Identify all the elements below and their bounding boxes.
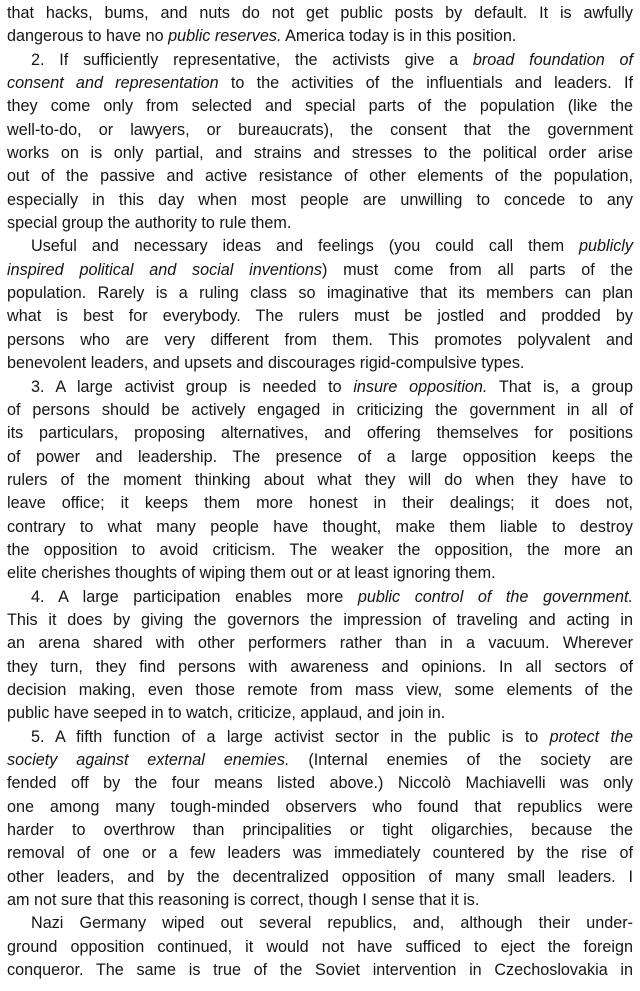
text-line bbox=[7, 936, 633, 959]
text-line bbox=[7, 562, 633, 585]
text-line bbox=[7, 282, 633, 305]
text-segment: an arena shared with other performers rather than in a vacuum. Wherever bbox=[7, 634, 633, 653]
text-segment: America today is in this position. bbox=[281, 27, 517, 46]
text-segment: to the activities of the influentials and leaders. If bbox=[218, 74, 634, 93]
text-segment: ground opposition continued, it would not have sufficed to eject the foreign bbox=[7, 937, 633, 956]
text-line bbox=[7, 959, 633, 982]
text-line bbox=[7, 235, 633, 258]
text-segment: fended off by the four means listed above.) Niccolò Machiavelli was only bbox=[7, 774, 633, 793]
text-segment: the opposition to avoid criticism. The weaker the opposition, the more an bbox=[7, 540, 633, 559]
text-line bbox=[7, 492, 633, 515]
text-segment: they come only from selected and special parts of the population (like the bbox=[7, 97, 633, 116]
text-segment: 3. A large activist group is needed to bbox=[31, 377, 354, 396]
text-line bbox=[7, 632, 633, 655]
text-line bbox=[7, 329, 633, 352]
text-line bbox=[7, 165, 633, 188]
text-line bbox=[7, 352, 633, 375]
text-line bbox=[7, 586, 633, 609]
text-line bbox=[7, 796, 633, 819]
text-segment: benevolent leaders, and upsets and discourages rigid-compulsive types. bbox=[7, 354, 525, 373]
text-segment: persons who are very different from them. This promotes polyvalent and bbox=[7, 330, 633, 349]
italic-text: broad foundation of bbox=[472, 50, 633, 69]
text-line bbox=[7, 889, 633, 912]
text-line bbox=[7, 422, 633, 445]
italic-text: consent and representation bbox=[7, 74, 219, 93]
text-segment: especially in this day when most people are unwilling to concede to any bbox=[7, 190, 633, 209]
text-line bbox=[7, 539, 633, 562]
text-segment: public have seeped in to watch, criticize, applaud, and join in. bbox=[7, 704, 446, 723]
text-segment: leave office; it keeps them more honest in their dealings; it does not, bbox=[7, 494, 633, 513]
text-line bbox=[7, 656, 633, 679]
text-segment: harder to overthrow than principalities or tight oligarchies, because the bbox=[7, 821, 633, 840]
text-line bbox=[7, 819, 633, 842]
text-segment: rulers of the moment thinking about what they will do when they have to bbox=[7, 470, 633, 489]
text-line bbox=[7, 866, 633, 889]
text-segment: other leaders, and by the decentralized opposition of many small leaders. I bbox=[7, 867, 633, 886]
text-segment: population. Rarely is a ruling class so imaginative that its members can plan bbox=[7, 284, 633, 303]
text-line bbox=[7, 609, 633, 632]
italic-text: public control of the government. bbox=[357, 587, 633, 606]
italic-text: inspired political and social inventions bbox=[7, 260, 323, 279]
text-segment: (Internal enemies of the society are bbox=[289, 751, 633, 769]
body-text bbox=[7, 2, 633, 982]
italic-text: protect the bbox=[549, 727, 633, 746]
text-segment: its particulars, proposing alternatives, and offering themselves for positions bbox=[7, 424, 633, 443]
text-line bbox=[7, 912, 633, 935]
text-line bbox=[7, 772, 633, 795]
italic-text: publicly bbox=[579, 237, 633, 256]
text-segment: Useful and necessary ideas and feelings (you could call them bbox=[31, 237, 579, 256]
text-segment: they turn, they find persons with awareness and opinions. In all sectors of bbox=[7, 657, 633, 676]
text-segment: of power and leadership. The presence of a large opposition keeps the bbox=[7, 447, 633, 466]
text-line bbox=[7, 749, 633, 772]
italic-text: society against external enemies. bbox=[7, 751, 290, 769]
text-line bbox=[7, 142, 633, 165]
italic-text: insure opposition. bbox=[353, 377, 488, 396]
text-segment: 4. A large participation enables more bbox=[31, 587, 358, 606]
text-segment: works on is only partial, and strains and stresses to the political order arise bbox=[7, 144, 633, 163]
text-segment: removal of one or a few leaders was immediately countered by the rise of bbox=[7, 844, 633, 863]
italic-text: public reserves. bbox=[168, 27, 282, 46]
text-segment: This it does by giving the governors the impression of traveling and acting in bbox=[7, 610, 633, 629]
text-line bbox=[7, 446, 633, 469]
text-line bbox=[7, 72, 633, 95]
text-segment: that hacks, bums, and nuts do not get public posts by default. It is awfully bbox=[7, 4, 633, 22]
text-line bbox=[7, 259, 633, 282]
text-line bbox=[7, 726, 633, 749]
text-line bbox=[7, 399, 633, 422]
text-line bbox=[7, 305, 633, 328]
text-segment: decision making, even those remote from mass view, some elements of the bbox=[7, 680, 633, 699]
text-segment: contrary to what many people have thought, make them liable to destroy bbox=[7, 517, 633, 536]
text-segment: elite cherishes thoughts of wiping them out or at least ignoring them. bbox=[7, 564, 496, 583]
text-line bbox=[7, 25, 633, 48]
text-line bbox=[7, 679, 633, 702]
text-line bbox=[7, 95, 633, 118]
text-segment: special group the authority to rule them. bbox=[7, 214, 292, 233]
text-segment: of persons should be actively engaged in criticizing the government in all of bbox=[7, 400, 633, 419]
text-segment: That is, a group bbox=[487, 377, 633, 396]
text-segment: out of the passive and active resistance of other elements of the population, bbox=[7, 167, 633, 186]
text-line bbox=[7, 119, 633, 142]
text-line bbox=[7, 702, 633, 725]
text-line bbox=[7, 212, 633, 235]
text-segment: 5. A fifth function of a large activist sector in the public is to bbox=[31, 727, 550, 746]
text-segment: well-to-do, or lawyers, or bureaucrats), the consent that the government bbox=[7, 120, 633, 139]
text-segment: one among many tough-minded observers who found that republics were bbox=[7, 797, 633, 816]
text-line bbox=[7, 469, 633, 492]
text-line bbox=[7, 842, 633, 865]
text-line bbox=[7, 376, 633, 399]
text-segment: conqueror. The same is true of the Soviet intervention in Czechoslovakia in bbox=[7, 961, 633, 980]
text-segment: ) must come from all parts of the bbox=[322, 260, 633, 279]
text-line bbox=[7, 516, 633, 539]
text-line bbox=[7, 49, 633, 72]
text-line bbox=[7, 189, 633, 212]
text-segment: dangerous to have no bbox=[7, 27, 169, 46]
text-line bbox=[7, 2, 633, 25]
text-segment: Nazi Germany wiped out several republics, and, although their under- bbox=[31, 914, 633, 933]
text-segment: am not sure that this reasoning is correct, though I sense that it is. bbox=[7, 891, 480, 910]
text-segment: 2. If sufficiently representative, the activists give a bbox=[31, 50, 473, 69]
text-segment: what is best for everybody. The rulers must be jostled and prodded by bbox=[7, 307, 633, 326]
